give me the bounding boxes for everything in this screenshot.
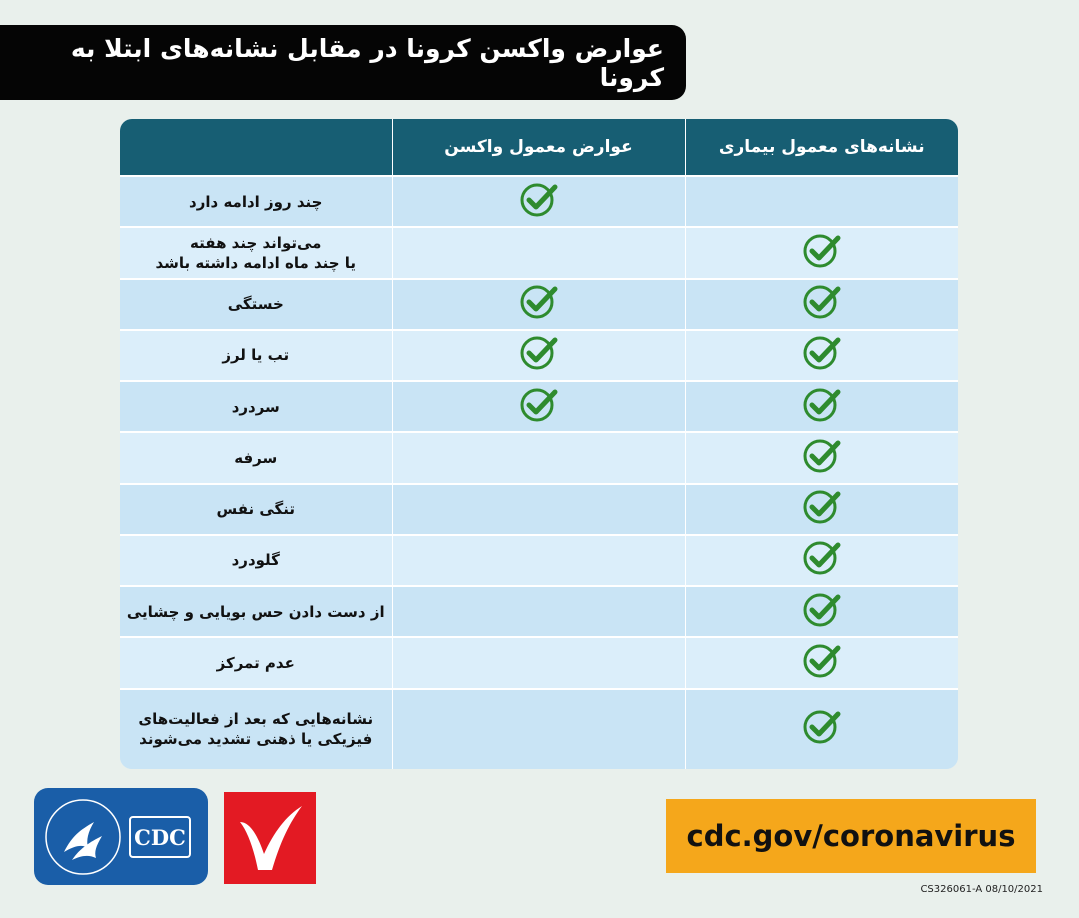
check-icon [519,335,559,371]
symptom-label: تنگی نفس [216,500,295,519]
table-row [120,227,958,278]
disease-cell [685,381,958,432]
vaccine-cell [392,176,685,227]
disease-cell [685,689,958,770]
table-row [120,432,958,483]
table-row [120,381,958,432]
table-row [120,689,958,770]
check-icon [802,643,842,679]
disease-cell [685,330,958,381]
disease-cell [685,227,958,278]
disease-cell [685,637,958,688]
symptom-label: می‌تواند چند هفته یا چند ماه ادامه داشته باشد [155,233,357,272]
check-icon [802,709,842,745]
table-row [120,330,958,381]
cdc-logo-text: CDC [129,816,191,858]
symptom-cell [120,432,392,483]
check-icon [802,335,842,371]
url-text[interactable]: cdc.gov/coronavirus [686,819,1016,853]
symptom-cell [120,279,392,330]
check-icon [802,233,842,269]
symptom-cell [120,637,392,688]
symptom-label: تب یا لرز [222,346,290,365]
comparison-table [120,119,958,769]
check-icon [519,387,559,423]
symptom-cell [120,689,392,770]
vaccine-cell [392,535,685,586]
vaccine-cell [392,689,685,770]
check-icon [802,284,842,320]
check-icon [802,489,842,525]
check-icon [802,438,842,474]
disease-cell [685,484,958,535]
symptom-label: سرفه [234,448,278,467]
table-body [120,176,958,769]
table-row [120,279,958,330]
disease-column-header: نشانه‌های معمول بیماری [685,119,958,176]
symptom-label: چند روز ادامه دارد [189,192,323,211]
symptom-cell [120,176,392,227]
check-icon [802,592,842,628]
vaccine-cell [392,330,685,381]
symptom-label: نشانه‌هایی که بعد از فعالیت‌های فیزیکی یا ذهنی تشدید می‌شوند [138,710,374,749]
url-banner[interactable] [666,799,1036,873]
symptom-label: سردرد [231,397,280,416]
symptom-label: از دست دادن حس بویایی و چشایی [126,602,385,621]
disease-cell [685,586,958,637]
symptom-label: خستگی [227,295,284,314]
symptom-column-header [120,119,392,176]
table-row [120,586,958,637]
check-icon [802,387,842,423]
symptom-cell [120,227,392,278]
check-logo-icon [224,792,316,884]
vaccine-column-header: عوارض معمول واکسن [392,119,685,176]
check-icon [519,182,559,218]
disease-cell [685,535,958,586]
vaccine-cell [392,381,685,432]
symptom-cell [120,586,392,637]
disease-cell [685,176,958,227]
symptom-cell [120,484,392,535]
vaccine-cell [392,586,685,637]
disease-cell [685,432,958,483]
symptom-cell [120,535,392,586]
vaccine-cell [392,484,685,535]
check-icon [802,540,842,576]
page-title: عوارض واکسن کرونا در مقابل نشانه‌های ابتلا به کرونا [70,33,664,92]
symptom-label: عدم تمرکز [216,653,295,672]
vaccine-cell [392,279,685,330]
table-row [120,484,958,535]
table-row [120,535,958,586]
check-icon [519,284,559,320]
symptom-label: گلودرد [231,551,280,570]
title-bar [0,25,686,100]
vaccine-cell [392,227,685,278]
hhs-eagle-icon [42,796,124,878]
vaccine-cell [392,637,685,688]
symptom-cell [120,330,392,381]
symptom-cell [120,381,392,432]
vaccine-cell [392,432,685,483]
table-row [120,637,958,688]
disease-cell [685,279,958,330]
table-row [120,176,958,227]
document-code: CS326061-A 08/10/2021 [920,884,1043,895]
